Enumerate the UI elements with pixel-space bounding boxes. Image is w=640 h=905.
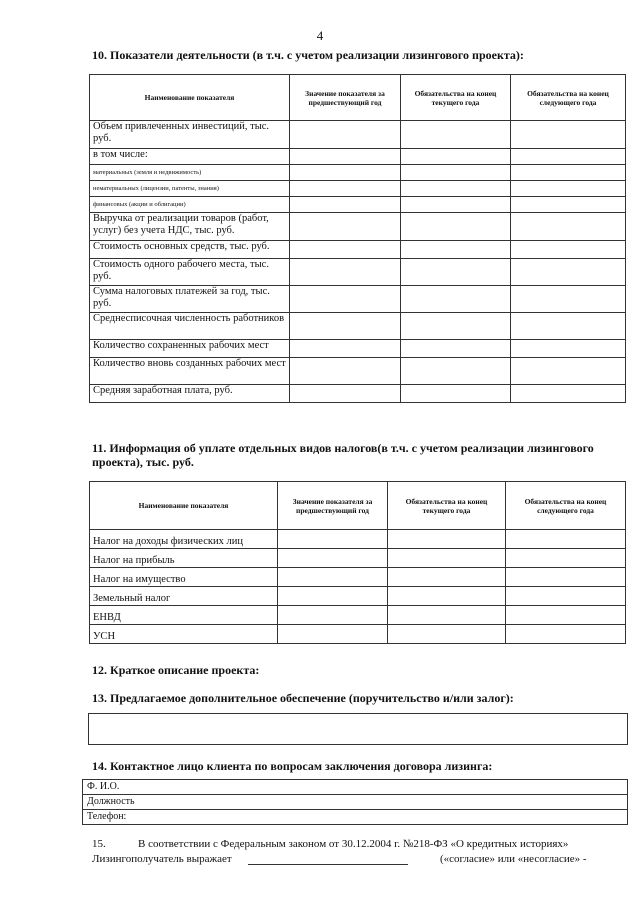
value-cell[interactable] xyxy=(290,313,401,340)
table-row xyxy=(90,259,626,286)
value-cell[interactable] xyxy=(290,385,401,403)
row-label: Средняя заработная плата, руб. xyxy=(90,385,290,403)
table-row xyxy=(90,530,626,549)
row-label: Стоимость основных средств, тыс. руб. xyxy=(90,241,290,259)
value-cell[interactable] xyxy=(511,197,626,213)
value-cell[interactable] xyxy=(511,241,626,259)
contact-row[interactable] xyxy=(83,795,627,810)
value-cell[interactable] xyxy=(401,358,511,385)
value-cell[interactable] xyxy=(401,313,511,340)
row-label: нематериальных (лицензии, патенты, знания) xyxy=(90,181,290,197)
value-cell[interactable] xyxy=(506,587,626,606)
row-label: в том числе: xyxy=(90,149,290,165)
section-15-number: 15. xyxy=(92,838,106,850)
value-cell[interactable] xyxy=(290,259,401,286)
section-10-title: 10. Показатели деятельности (в т.ч. с учетом реализации лизингового проекта): xyxy=(92,48,524,62)
value-cell[interactable] xyxy=(401,241,511,259)
table-header-row xyxy=(90,75,626,121)
table-row xyxy=(90,181,626,197)
section-15-line-2-end: («согласие» или «несогласие» - xyxy=(440,853,587,865)
row-label: Сумма налоговых платежей за год, тыс. руб. xyxy=(90,286,290,313)
header-next-year: Обязательства на конец следующего года xyxy=(511,75,626,121)
value-cell[interactable] xyxy=(511,259,626,286)
section-12-title: 12. Краткое описание проекта: xyxy=(92,663,260,677)
row-label: материальных (земля и недвижимость) xyxy=(90,165,290,181)
contact-name-label: Ф. И.О. xyxy=(87,781,120,792)
page-number: 4 xyxy=(316,28,324,43)
value-cell[interactable] xyxy=(511,165,626,181)
value-cell[interactable] xyxy=(401,121,511,149)
value-cell[interactable] xyxy=(278,606,388,625)
table-row xyxy=(90,286,626,313)
value-cell[interactable] xyxy=(388,530,506,549)
table-row xyxy=(90,241,626,259)
header-next-year: Обязательства на конец следующего года xyxy=(506,482,626,530)
header-indicator-name: Наименование показателя xyxy=(90,482,278,530)
row-label: Объем привлеченных инвестиций, тыс. руб. xyxy=(90,121,290,149)
row-label: ЕНВД xyxy=(90,606,278,625)
row-label: Налог на доходы физических лиц xyxy=(90,530,278,549)
value-cell[interactable] xyxy=(401,385,511,403)
consent-input-line[interactable] xyxy=(248,864,408,865)
value-cell[interactable] xyxy=(506,625,626,644)
taxes-table xyxy=(89,481,626,644)
section-15-line-1: В соответствии с Федеральным законом от 30.12.2004 г. №218-ФЗ «О кредитных историях» xyxy=(138,838,569,850)
value-cell[interactable] xyxy=(401,259,511,286)
value-cell[interactable] xyxy=(388,587,506,606)
row-label: Стоимость одного рабочего места, тыс. руб. xyxy=(90,259,290,286)
row-label: Выручка от реализации товаров (работ, услуг) без учета НДС, тыс. руб. xyxy=(90,213,290,241)
row-label: финансовых (акции и облигации) xyxy=(90,197,290,213)
value-cell[interactable] xyxy=(401,197,511,213)
row-label: Налог на прибыль xyxy=(90,549,278,568)
row-label: Среднесписочная численность работников xyxy=(90,313,290,340)
section-15-line-2-start: Лизингополучатель выражает xyxy=(92,853,232,865)
value-cell[interactable] xyxy=(401,149,511,165)
value-cell[interactable] xyxy=(290,121,401,149)
row-label: Налог на имущество xyxy=(90,568,278,587)
table-row xyxy=(90,313,626,340)
value-cell[interactable] xyxy=(511,213,626,241)
value-cell[interactable] xyxy=(290,241,401,259)
table-row xyxy=(90,340,626,358)
value-cell[interactable] xyxy=(511,181,626,197)
table-row xyxy=(90,606,626,625)
table-row xyxy=(90,568,626,587)
value-cell[interactable] xyxy=(388,549,506,568)
table-row xyxy=(90,149,626,165)
section-14-title: 14. Контактное лицо клиента по вопросам заключения договора лизинга: xyxy=(92,759,493,773)
section-13-title: 13. Предлагаемое дополнительное обеспечение (поручительство и/или залог): xyxy=(92,691,514,705)
value-cell[interactable] xyxy=(278,625,388,644)
value-cell[interactable] xyxy=(278,530,388,549)
value-cell[interactable] xyxy=(290,181,401,197)
value-cell[interactable] xyxy=(511,385,626,403)
value-cell[interactable] xyxy=(401,286,511,313)
value-cell[interactable] xyxy=(506,530,626,549)
value-cell[interactable] xyxy=(506,549,626,568)
value-cell[interactable] xyxy=(290,149,401,165)
section-11-title: 11. Информация об уплате отдельных видов налогов(в т.ч. с учетом реализации лизингового проекта), тыс. руб. xyxy=(92,441,594,469)
value-cell[interactable] xyxy=(511,286,626,313)
value-cell[interactable] xyxy=(401,181,511,197)
header-previous-year: Значение показателя за предшествующий год xyxy=(278,482,388,530)
table-row xyxy=(90,197,626,213)
table-row xyxy=(90,358,626,385)
value-cell[interactable] xyxy=(511,121,626,149)
table-row xyxy=(90,587,626,606)
collateral-input-box[interactable] xyxy=(88,713,628,745)
header-previous-year: Значение показателя за предшествующий год xyxy=(290,75,401,121)
table-row xyxy=(90,385,626,403)
value-cell[interactable] xyxy=(388,606,506,625)
value-cell[interactable] xyxy=(278,549,388,568)
contact-form xyxy=(82,779,628,825)
row-label: Количество сохраненных рабочих мест xyxy=(90,340,290,358)
table-header-row xyxy=(90,482,626,530)
table-row xyxy=(90,165,626,181)
value-cell[interactable] xyxy=(290,213,401,241)
value-cell[interactable] xyxy=(401,165,511,181)
contact-row[interactable] xyxy=(83,780,627,795)
value-cell[interactable] xyxy=(511,313,626,340)
table-row xyxy=(90,121,626,149)
performance-table xyxy=(89,74,626,403)
table-row xyxy=(90,549,626,568)
value-cell[interactable] xyxy=(290,358,401,385)
value-cell[interactable] xyxy=(511,149,626,165)
value-cell[interactable] xyxy=(401,213,511,241)
contact-phone-label: Телефон: xyxy=(87,811,127,822)
value-cell[interactable] xyxy=(511,340,626,358)
header-indicator-name: Наименование показателя xyxy=(90,75,290,121)
contact-row[interactable] xyxy=(83,810,627,823)
row-label: УСН xyxy=(90,625,278,644)
value-cell[interactable] xyxy=(506,606,626,625)
value-cell[interactable] xyxy=(278,587,388,606)
value-cell[interactable] xyxy=(290,165,401,181)
value-cell[interactable] xyxy=(511,358,626,385)
value-cell[interactable] xyxy=(388,568,506,587)
value-cell[interactable] xyxy=(506,568,626,587)
value-cell[interactable] xyxy=(401,340,511,358)
value-cell[interactable] xyxy=(290,197,401,213)
table-row xyxy=(90,213,626,241)
row-label: Земельный налог xyxy=(90,587,278,606)
header-current-year: Обязательства на конец текущего года xyxy=(388,482,506,530)
value-cell[interactable] xyxy=(290,286,401,313)
header-current-year: Обязательства на конец текущего года xyxy=(401,75,511,121)
contact-position-label: Должность xyxy=(87,796,135,807)
row-label: Количество вновь созданных рабочих мест xyxy=(90,358,290,385)
value-cell[interactable] xyxy=(388,625,506,644)
table-row xyxy=(90,625,626,644)
value-cell[interactable] xyxy=(278,568,388,587)
value-cell[interactable] xyxy=(290,340,401,358)
